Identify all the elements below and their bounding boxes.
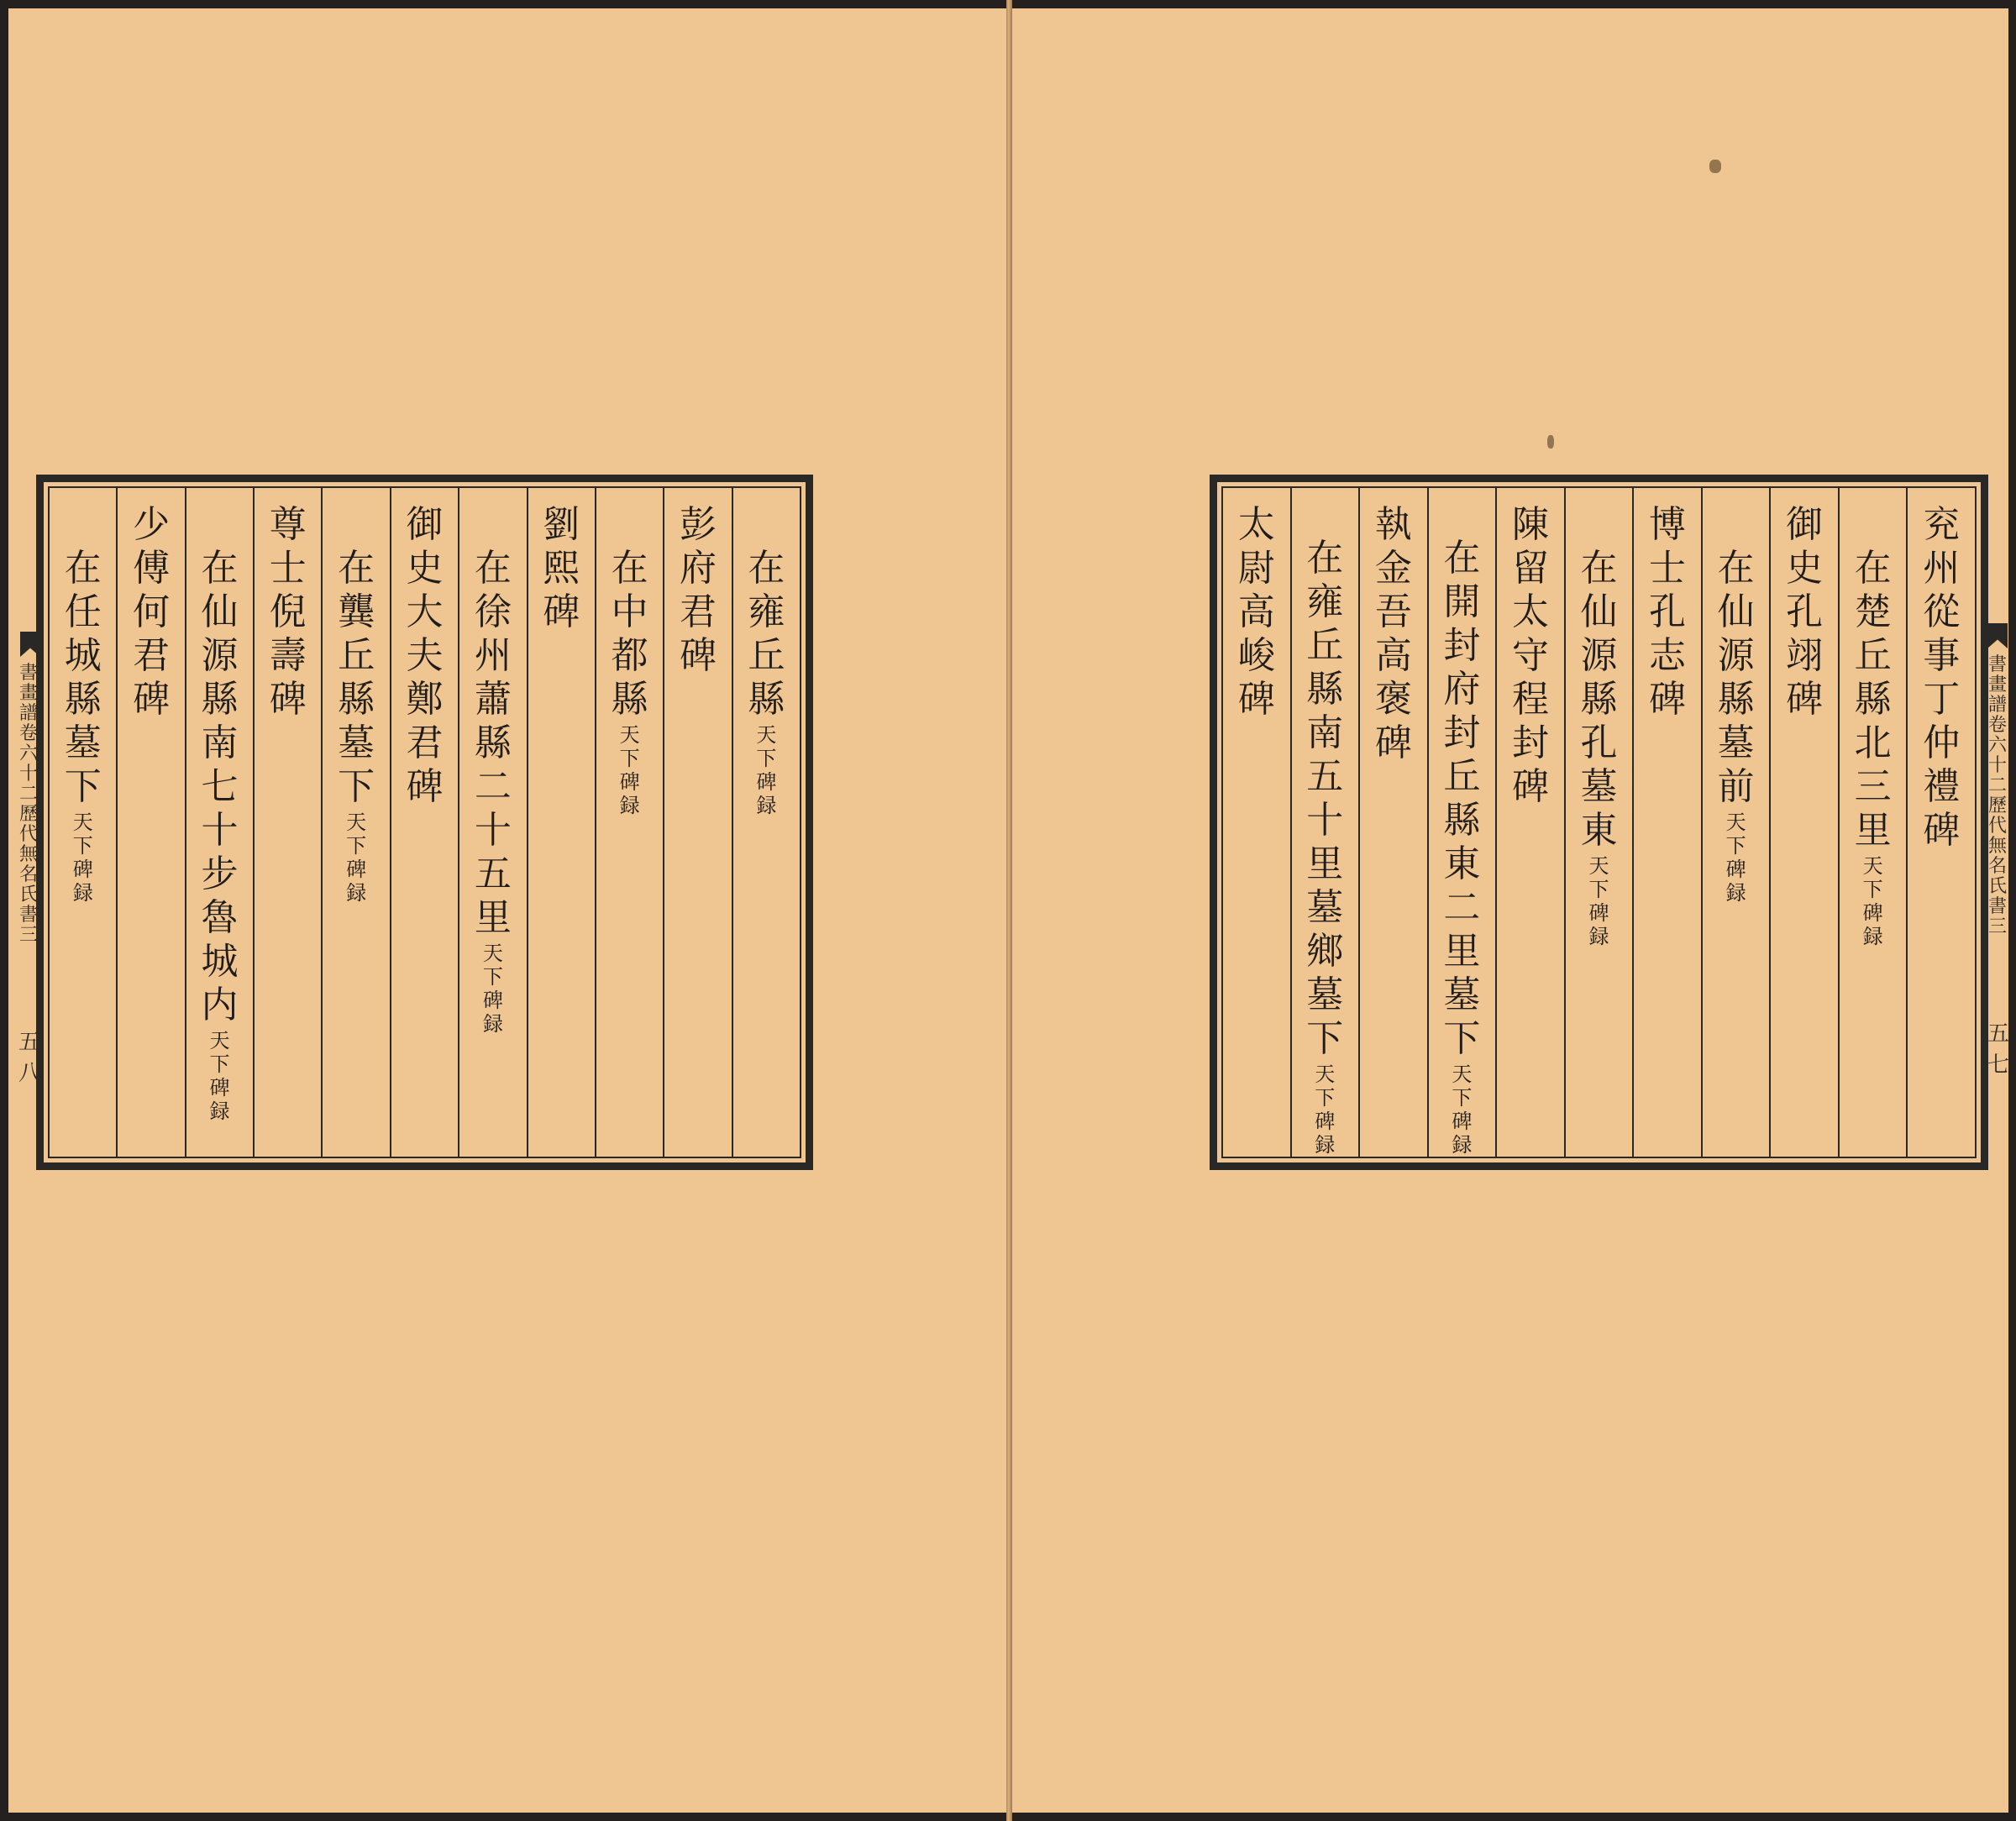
- column-glyph: 雍: [748, 590, 785, 633]
- source-note: [73, 811, 93, 905]
- note-glyph: 碑: [756, 770, 777, 794]
- glyph: 二: [1988, 775, 2008, 796]
- column-glyph: 三: [1854, 765, 1892, 808]
- note-glyph: 天: [1315, 1063, 1336, 1086]
- column-glyph: 縣: [338, 678, 375, 721]
- note-glyph: 下: [209, 1052, 230, 1076]
- glyph: 十: [1988, 755, 2008, 776]
- glyph: 十: [19, 764, 39, 785]
- glyph: 五: [18, 1030, 41, 1055]
- column-glyph: 尉: [1237, 547, 1275, 590]
- note-glyph: 下: [756, 747, 777, 770]
- column-glyph: 源: [1717, 634, 1755, 677]
- note-glyph: 録: [482, 1012, 503, 1036]
- column-glyph: 在: [201, 547, 239, 590]
- column-glyph: 劉: [543, 503, 580, 546]
- column-glyph: 前: [1717, 765, 1755, 808]
- column-glyph: 太: [1237, 503, 1275, 546]
- column-glyph: 步: [201, 853, 239, 895]
- column-glyph: 丘: [1443, 755, 1481, 798]
- column-glyph: 縣: [474, 722, 512, 764]
- column-glyph: 墓: [1306, 886, 1344, 929]
- column-glyph: 里: [1306, 842, 1344, 885]
- column-glyph: 碑: [1786, 678, 1824, 721]
- glyph: 畫: [1988, 674, 2008, 695]
- note-glyph: 天: [1588, 854, 1609, 878]
- column-glyph: 在: [1306, 537, 1344, 580]
- column-glyph: 守: [1511, 634, 1549, 677]
- column-glyph: 中: [611, 590, 648, 633]
- glyph: 書: [19, 663, 39, 684]
- text-column: [1564, 488, 1633, 1157]
- note-glyph: 下: [1588, 878, 1609, 901]
- column-glyph: 縣: [611, 678, 648, 721]
- column-glyph: 仙: [1580, 590, 1618, 633]
- column-glyph: 在: [338, 547, 375, 590]
- glyph: 五: [1987, 1021, 2010, 1047]
- text-column: [458, 488, 526, 1157]
- right-columns: [1223, 488, 1975, 1157]
- glyph: 畫: [19, 683, 39, 704]
- text-column: [116, 488, 184, 1157]
- column-glyph: 執: [1374, 503, 1412, 546]
- glyph: 代: [1988, 816, 2008, 837]
- column-glyph: 熙: [543, 547, 580, 590]
- column-glyph: 史: [406, 547, 444, 590]
- column-glyph: 志: [1649, 634, 1687, 677]
- column-glyph: 魯: [201, 896, 239, 939]
- column-glyph: 東: [1580, 809, 1618, 852]
- note-glyph: 録: [346, 881, 367, 905]
- column-glyph: 墓: [64, 722, 102, 764]
- column-glyph: 下: [1443, 1017, 1481, 1060]
- column-glyph: 十: [474, 809, 512, 852]
- source-note: [620, 723, 640, 817]
- column-glyph: 在: [1580, 547, 1618, 590]
- source-note: [1315, 1063, 1335, 1157]
- column-glyph: 峻: [1237, 634, 1275, 677]
- text-column: [253, 488, 321, 1157]
- column-glyph: 封: [1443, 711, 1481, 754]
- glyph: 譜: [1988, 695, 2008, 716]
- column-glyph: 七: [201, 765, 239, 808]
- column-glyph: 丘: [1306, 624, 1344, 667]
- column-glyph: 孔: [1580, 722, 1618, 764]
- column-glyph: 尊: [269, 503, 307, 546]
- column-glyph: 南: [1306, 711, 1344, 754]
- glyph: 書: [19, 905, 39, 926]
- column-glyph: 在: [1443, 537, 1481, 580]
- glyph: 卷: [1988, 715, 2008, 736]
- note-glyph: 録: [72, 881, 93, 905]
- column-glyph: 兖: [1923, 503, 1961, 546]
- glyph: 歷: [1988, 795, 2008, 816]
- column-glyph: 五: [1306, 755, 1344, 798]
- column-glyph: 丁: [1923, 678, 1961, 721]
- column-glyph: 城: [64, 634, 102, 677]
- column-glyph: 高: [1237, 590, 1275, 633]
- folio-number-right: [1987, 1016, 2009, 1078]
- column-glyph: 博: [1649, 503, 1687, 546]
- column-glyph: 少: [133, 503, 171, 546]
- text-column: [185, 488, 253, 1157]
- column-glyph: 何: [133, 590, 171, 633]
- note-glyph: 碑: [346, 858, 367, 881]
- column-glyph: 開: [1443, 580, 1481, 623]
- note-glyph: 録: [619, 794, 640, 817]
- text-column: [663, 488, 731, 1157]
- note-glyph: 天: [756, 723, 777, 747]
- column-glyph: 鄭: [406, 678, 444, 721]
- glyph: 名: [1988, 856, 2008, 877]
- column-glyph: 壽: [269, 634, 307, 677]
- column-glyph: 翊: [1786, 634, 1824, 677]
- column-glyph: 碑: [1374, 722, 1412, 764]
- column-glyph: 下: [338, 765, 375, 808]
- column-glyph: 鄉: [1306, 930, 1344, 973]
- glyph: 氏: [19, 884, 39, 905]
- column-glyph: 縣: [1854, 678, 1892, 721]
- column-glyph: 内: [201, 984, 239, 1026]
- column-glyph: 大: [406, 590, 444, 633]
- glyph: 卷: [19, 723, 39, 744]
- glyph: 無: [19, 844, 39, 865]
- note-glyph: 碑: [1315, 1110, 1336, 1133]
- column-glyph: 墓: [1306, 973, 1344, 1016]
- note-glyph: 天: [482, 942, 503, 965]
- column-glyph: 君: [679, 590, 717, 633]
- column-glyph: 源: [201, 634, 239, 677]
- column-glyph: 在: [1854, 547, 1892, 590]
- column-glyph: 丘: [748, 634, 785, 677]
- note-glyph: 下: [1315, 1086, 1336, 1110]
- column-glyph: 禮: [1923, 765, 1961, 808]
- column-glyph: 碑: [1649, 678, 1687, 721]
- column-glyph: 縣: [748, 678, 785, 721]
- column-glyph: 士: [1649, 547, 1687, 590]
- source-note: [1863, 854, 1883, 948]
- column-glyph: 碑: [406, 765, 444, 808]
- column-glyph: 碑: [1511, 765, 1549, 808]
- column-glyph: 留: [1511, 547, 1549, 590]
- glyph: 六: [19, 743, 39, 764]
- glyph: 三: [1988, 916, 2008, 937]
- column-glyph: 碑: [1923, 809, 1961, 852]
- note-glyph: 天: [619, 723, 640, 747]
- column-glyph: 傅: [133, 547, 171, 590]
- column-glyph: 從: [1923, 590, 1961, 633]
- column-glyph: 東: [1443, 842, 1481, 885]
- column-glyph: 源: [1580, 634, 1618, 677]
- glyph: 七: [1987, 1052, 2010, 1078]
- glyph: 名: [19, 864, 39, 885]
- book-gutter: [1006, 0, 1012, 1821]
- column-glyph: 龔: [338, 590, 375, 633]
- note-glyph: 下: [346, 834, 367, 858]
- note-glyph: 碑: [1588, 901, 1609, 925]
- column-glyph: 二: [474, 765, 512, 808]
- text-column: [1358, 488, 1427, 1157]
- note-glyph: 録: [1725, 881, 1746, 905]
- text-column: [595, 488, 663, 1157]
- note-glyph: 天: [1452, 1063, 1473, 1086]
- column-glyph: 碑: [543, 590, 580, 633]
- column-glyph: 吾: [1374, 590, 1412, 633]
- column-glyph: 墓: [1580, 765, 1618, 808]
- note-glyph: 天: [346, 811, 367, 834]
- column-glyph: 孔: [1649, 590, 1687, 633]
- paper-stain: [1709, 160, 1721, 173]
- glyph: 三: [19, 925, 39, 946]
- column-glyph: 雍: [1306, 580, 1344, 623]
- note-glyph: 録: [1588, 925, 1609, 948]
- column-glyph: 碑: [679, 634, 717, 677]
- text-column: [1290, 488, 1359, 1157]
- column-glyph: 程: [1511, 678, 1549, 721]
- glyph: 書: [1988, 896, 2008, 917]
- note-glyph: 録: [209, 1099, 230, 1123]
- column-glyph: 高: [1374, 634, 1412, 677]
- column-glyph: 下: [64, 765, 102, 808]
- column-glyph: 褒: [1374, 678, 1412, 721]
- column-glyph: 十: [1306, 799, 1344, 842]
- text-column: [50, 488, 116, 1157]
- note-glyph: 天: [1862, 854, 1883, 878]
- column-glyph: 墓: [338, 722, 375, 764]
- left-columns: [50, 488, 800, 1157]
- column-glyph: 孔: [1786, 590, 1824, 633]
- note-glyph: 下: [72, 834, 93, 858]
- text-column: [1769, 488, 1838, 1157]
- column-glyph: 倪: [269, 590, 307, 633]
- glyph: 二: [19, 784, 39, 805]
- text-column: [527, 488, 595, 1157]
- column-glyph: 府: [679, 547, 717, 590]
- column-glyph: 城: [201, 940, 239, 983]
- note-glyph: 下: [1862, 878, 1883, 901]
- source-note: [1726, 811, 1746, 905]
- text-column: [321, 488, 389, 1157]
- column-glyph: 縣: [1443, 799, 1481, 842]
- column-glyph: 墓: [1717, 722, 1755, 764]
- column-glyph: 縣: [1306, 668, 1344, 711]
- note-glyph: 碑: [209, 1076, 230, 1099]
- glyph: 代: [19, 824, 39, 845]
- note-glyph: 録: [756, 794, 777, 817]
- note-glyph: 下: [619, 747, 640, 770]
- column-glyph: 封: [1443, 624, 1481, 667]
- note-glyph: 録: [1452, 1133, 1473, 1157]
- paper-stain: [1547, 435, 1554, 449]
- note-glyph: 下: [482, 965, 503, 989]
- column-glyph: 楚: [1854, 590, 1892, 633]
- column-glyph: 君: [133, 634, 171, 677]
- text-column: [732, 488, 800, 1157]
- source-note: [483, 942, 503, 1036]
- glyph: 氏: [1988, 876, 2008, 897]
- column-glyph: 二: [1443, 886, 1481, 929]
- note-glyph: 録: [1315, 1133, 1336, 1157]
- right-text-frame: [1210, 475, 1988, 1170]
- column-glyph: 丘: [1854, 634, 1892, 677]
- column-glyph: 君: [406, 722, 444, 764]
- note-glyph: 碑: [1862, 901, 1883, 925]
- note-glyph: 碑: [619, 770, 640, 794]
- column-glyph: 仙: [1717, 590, 1755, 633]
- note-glyph: 下: [1725, 834, 1746, 858]
- column-glyph: 在: [748, 547, 785, 590]
- note-glyph: 碑: [482, 989, 503, 1012]
- text-column: [1838, 488, 1907, 1157]
- column-glyph: 在: [474, 547, 512, 590]
- note-glyph: 下: [1452, 1086, 1473, 1110]
- column-glyph: 蕭: [474, 678, 512, 721]
- left-text-frame: [36, 475, 813, 1170]
- column-glyph: 北: [1854, 722, 1892, 764]
- column-glyph: 州: [1923, 547, 1961, 590]
- source-note: [1452, 1063, 1472, 1157]
- column-glyph: 都: [611, 634, 648, 677]
- column-glyph: 里: [474, 896, 512, 939]
- spine-title-left: [20, 664, 37, 946]
- column-glyph: 碑: [1237, 678, 1275, 721]
- source-note: [756, 723, 776, 817]
- source-note: [1588, 854, 1609, 948]
- column-glyph: 丘: [338, 634, 375, 677]
- column-glyph: 縣: [64, 678, 102, 721]
- glyph: 六: [1988, 735, 2008, 756]
- column-glyph: 仲: [1923, 722, 1961, 764]
- column-glyph: 史: [1786, 547, 1824, 590]
- glyph: 歷: [19, 804, 39, 825]
- column-glyph: 里: [1854, 809, 1892, 852]
- note-glyph: 碑: [72, 858, 93, 881]
- column-glyph: 在: [1717, 547, 1755, 590]
- note-glyph: 碑: [1452, 1110, 1473, 1133]
- column-glyph: 碑: [133, 678, 171, 721]
- source-note: [209, 1029, 229, 1123]
- text-column: [390, 488, 458, 1157]
- glyph: 譜: [19, 703, 39, 724]
- column-glyph: 金: [1374, 547, 1412, 590]
- column-glyph: 縣: [1717, 678, 1755, 721]
- note-glyph: 天: [1725, 811, 1746, 834]
- glyph: 書: [1988, 654, 2008, 675]
- column-glyph: 封: [1511, 722, 1549, 764]
- glyph: 八: [18, 1061, 41, 1086]
- glyph: 無: [1988, 836, 2008, 857]
- column-glyph: 縣: [201, 678, 239, 721]
- text-column: [1701, 488, 1770, 1157]
- text-column: [1427, 488, 1496, 1157]
- note-glyph: 碑: [1725, 858, 1746, 881]
- column-glyph: 彭: [679, 503, 717, 546]
- column-glyph: 御: [1786, 503, 1824, 546]
- note-glyph: 録: [1862, 925, 1883, 948]
- column-glyph: 仙: [201, 590, 239, 633]
- column-glyph: 事: [1923, 634, 1961, 677]
- column-glyph: 士: [269, 547, 307, 590]
- text-column: [1495, 488, 1564, 1157]
- column-glyph: 夫: [406, 634, 444, 677]
- column-glyph: 縣: [1580, 678, 1618, 721]
- column-glyph: 墓: [1443, 973, 1481, 1016]
- text-column: [1906, 488, 1975, 1157]
- column-glyph: 府: [1443, 668, 1481, 711]
- column-glyph: 南: [201, 722, 239, 764]
- note-glyph: 天: [72, 811, 93, 834]
- text-column: [1632, 488, 1701, 1157]
- column-glyph: 下: [1306, 1017, 1344, 1060]
- column-glyph: 里: [1443, 930, 1481, 973]
- column-glyph: 御: [406, 503, 444, 546]
- column-glyph: 在: [611, 547, 648, 590]
- column-glyph: 太: [1511, 590, 1549, 633]
- spine-title-right: [1989, 655, 2006, 937]
- column-glyph: 在: [64, 547, 102, 590]
- column-glyph: 州: [474, 634, 512, 677]
- column-glyph: 徐: [474, 590, 512, 633]
- column-glyph: 十: [201, 809, 239, 852]
- note-glyph: 天: [209, 1029, 230, 1052]
- column-glyph: 碑: [269, 678, 307, 721]
- text-column: [1223, 488, 1290, 1157]
- column-glyph: 五: [474, 853, 512, 895]
- column-glyph: 任: [64, 590, 102, 633]
- column-glyph: 陳: [1511, 503, 1549, 546]
- source-note: [346, 811, 366, 905]
